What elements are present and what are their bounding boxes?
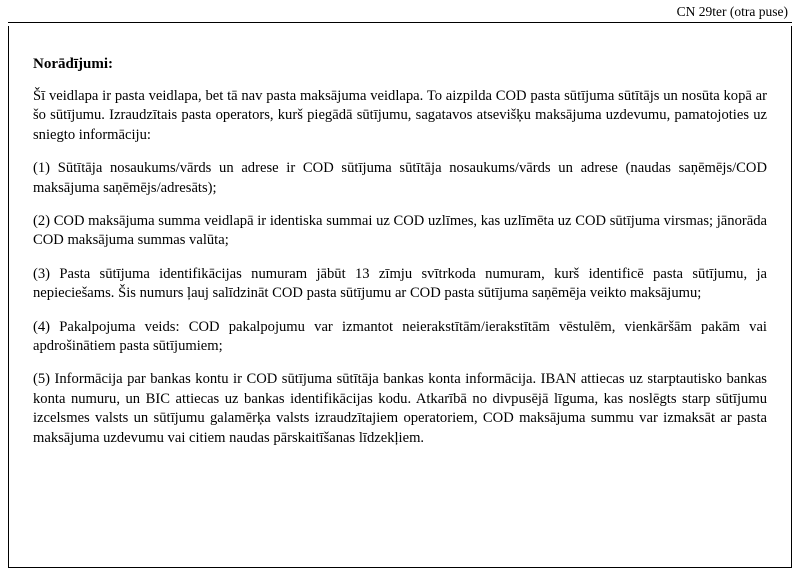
- header-divider: [8, 22, 792, 23]
- instruction-item-3: (3) Pasta sūtījuma identifikācijas numuram jābūt 13 zīmju svītrkoda numuram, kurš identificē pasta sūtījumu, ja nepieciešams. Šis numurs ļauj salīdzināt COD pasta sūtījumu ar COD pasta sūtījuma saņēmēja veikto maksājumu;: [33, 265, 767, 302]
- instruction-item-4: (4) Pakalpojuma veids: COD pakalpojumu var izmantot neierakstītām/ierakstītām vēstulēm, vienkāršām pakām vai apdrošinātiem pasta sūtījumiem;: [33, 318, 767, 355]
- intro-paragraph: Šī veidlapa ir pasta veidlapa, bet tā nav pasta maksājuma veidlapa. To aizpilda COD pasta sūtījuma sūtītājs un nosūta kopā ar šo sūtījumu. Izraudzītais pasta operators, kurš piegādā sūtījumu, sagatavos atsevišķu maksājuma uzdevumu, pamatojoties uz sniegto informāciju:: [33, 88, 767, 143]
- instructions-box: [8, 26, 792, 568]
- instruction-item-5: (5) Informācija par bankas kontu ir COD sūtījuma sūtītāja bankas konta informācija. IBAN attiecas uz starptautisko bankas konta numuru, un BIC attiecas uz bankas identifikācijas kodu. Atkarībā no divpusējā līguma, kas noslēgts starp sūtījumu izcelsmes valsts un sūtījumu galamērķa valsts izraudzītajiem operatoriem, COD maksājuma summu var izmaksāt ar pasta maksājuma uzdevumu vai citiem naudas pārskaitīšanas līdzekļiem.: [33, 371, 767, 446]
- page-title: Norādījumi:: [33, 56, 113, 72]
- instruction-item-1: (1) Sūtītāja nosaukums/vārds un adrese ir COD sūtījuma sūtītāja nosaukums/vārds un adrese (naudas saņēmējs/COD maksājuma saņēmējs/adresāts);: [33, 160, 767, 196]
- form-reference-label: CN 29ter (otra puse): [676, 4, 788, 19]
- instruction-item-2: (2) COD maksājuma summa veidlapā ir identiska summai uz COD uzlīmes, kas uzlīmēta uz COD sūtījuma virsmas; jānorāda COD maksājuma summas valūta;: [33, 213, 767, 249]
